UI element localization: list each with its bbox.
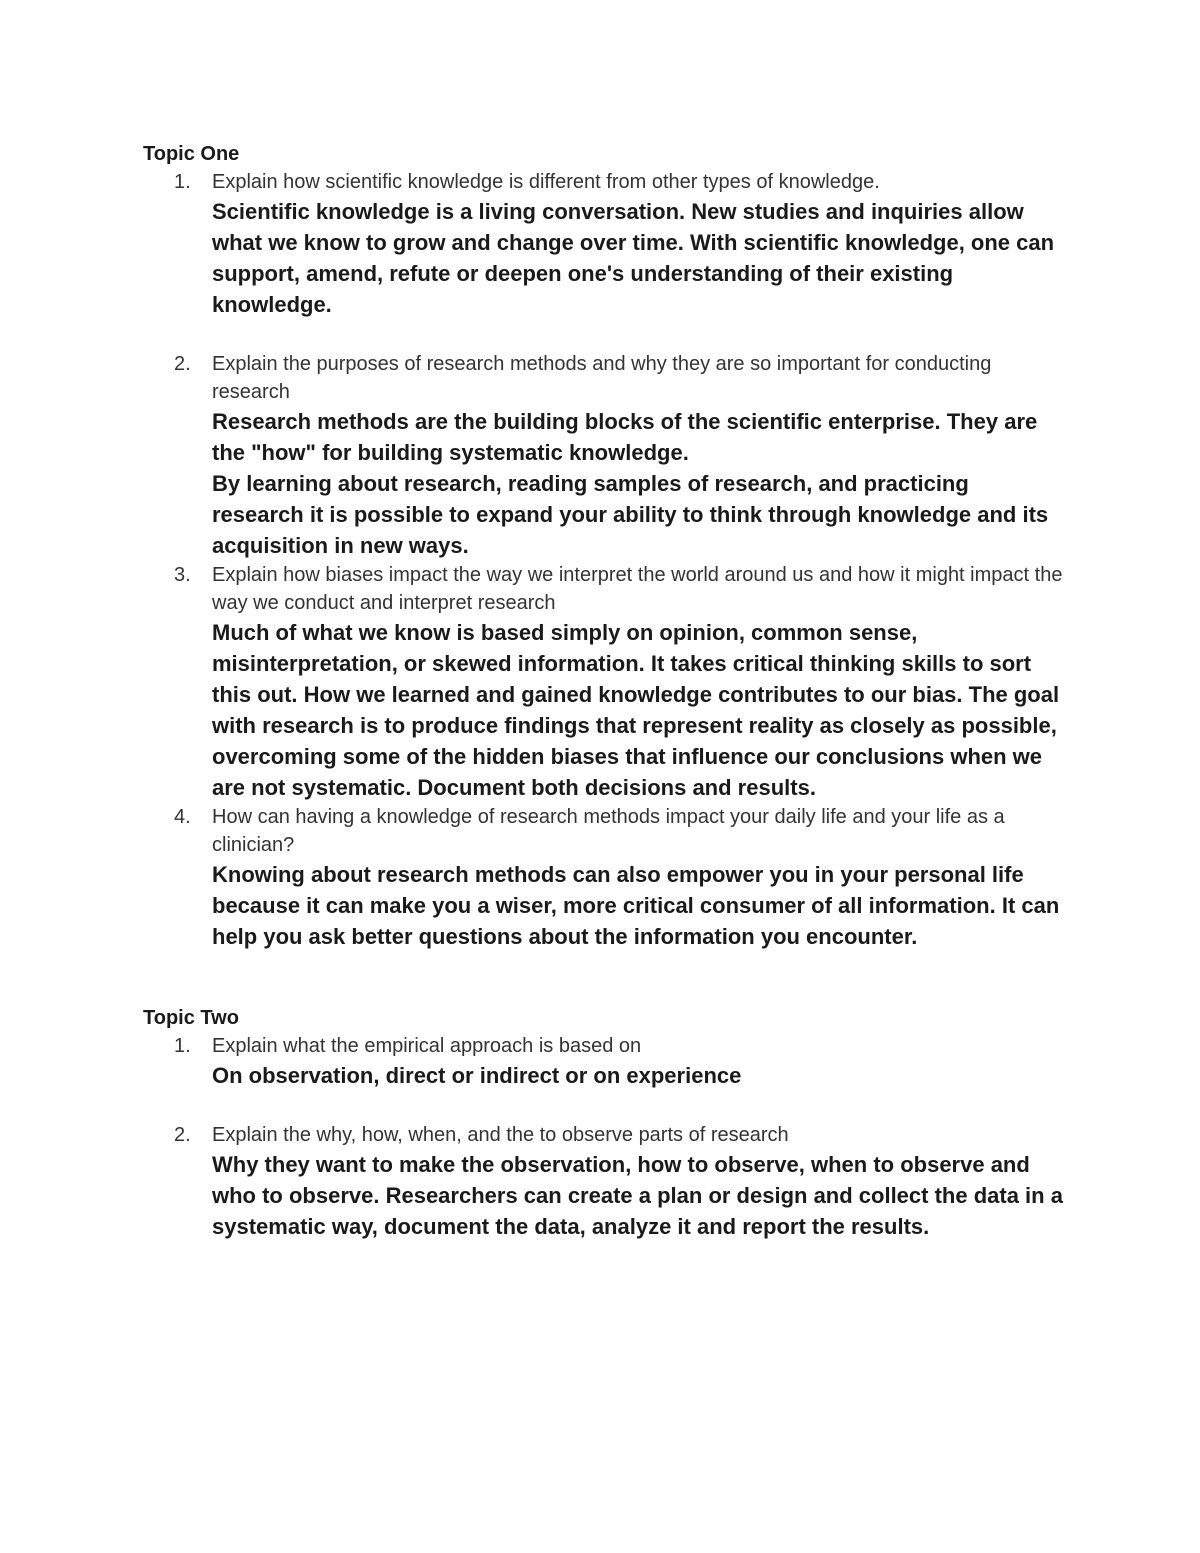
list-item bbox=[143, 350, 1063, 561]
question-list bbox=[143, 168, 1063, 952]
question-number: 2. bbox=[174, 1124, 191, 1146]
answer-text: On observation, direct or indirect or on experience bbox=[212, 1063, 742, 1088]
question-text: Explain how scientific knowledge is different from other types of knowledge. bbox=[212, 171, 880, 193]
answer-text: Research methods are the building blocks of the scientific enterprise. They are the "how" for building systematic knowledge. bbox=[212, 409, 1038, 465]
question-text: Explain the why, how, when, and the to observe parts of research bbox=[212, 1124, 789, 1146]
list-item bbox=[143, 168, 1063, 320]
topic-two-section bbox=[143, 1004, 1063, 1242]
answer-text: Knowing about research methods can also empower you in your personal life because it can make you a wiser, more critical consumer of all information. It can help you ask better questions about the information you encounter. bbox=[212, 862, 1060, 949]
question-text: Explain how biases impact the way we interpret the world around us and how it might impact the way we conduct and interpret research bbox=[212, 564, 1063, 614]
document-page bbox=[143, 140, 1063, 1242]
answer-text: Why they want to make the observation, how to observe, when to observe and who to observe. Researchers can create a plan or design and collect the data in a systematic way, document the data, analyze it and report the results. bbox=[212, 1152, 1063, 1239]
question-list bbox=[143, 1032, 1063, 1242]
question-text: Explain what the empirical approach is based on bbox=[212, 1035, 642, 1057]
list-item bbox=[143, 1121, 1063, 1242]
question-number: 1. bbox=[174, 1035, 191, 1057]
topic-one-section bbox=[143, 140, 1063, 952]
question-text: How can having a knowledge of research methods impact your daily life and your life as a clinician? bbox=[212, 806, 1005, 856]
question-number: 4. bbox=[174, 806, 191, 828]
list-item bbox=[143, 803, 1063, 952]
list-item bbox=[143, 561, 1063, 803]
question-number: 2. bbox=[174, 353, 191, 375]
answer-text: By learning about research, reading samples of research, and practicing research it is possible to expand your ability to think through knowledge and its acquisition in new ways. bbox=[212, 471, 1049, 558]
topic-title: Topic Two bbox=[143, 1007, 239, 1029]
answer-text: Much of what we know is based simply on opinion, common sense, misinterpretation, or skewed information. It takes critical thinking skills to sort this out. How we learned and gained knowledge contributes to our bias. The goal with research is to produce findings that represent reality as closely as possible, overcoming some of the hidden biases that influence our conclusions when we are not systematic. Document both decisions and results. bbox=[212, 620, 1060, 800]
topic-title: Topic One bbox=[143, 143, 240, 165]
question-text: Explain the purposes of research methods and why they are so important for conducting research bbox=[212, 353, 992, 403]
question-number: 1. bbox=[174, 171, 191, 193]
answer-text: Scientific knowledge is a living conversation. New studies and inquiries allow what we know to grow and change over time. With scientific knowledge, one can support, amend, refute or deepen one's understanding of their existing knowledge. bbox=[212, 199, 1055, 317]
list-item bbox=[143, 1032, 1063, 1091]
question-number: 3. bbox=[174, 564, 191, 586]
